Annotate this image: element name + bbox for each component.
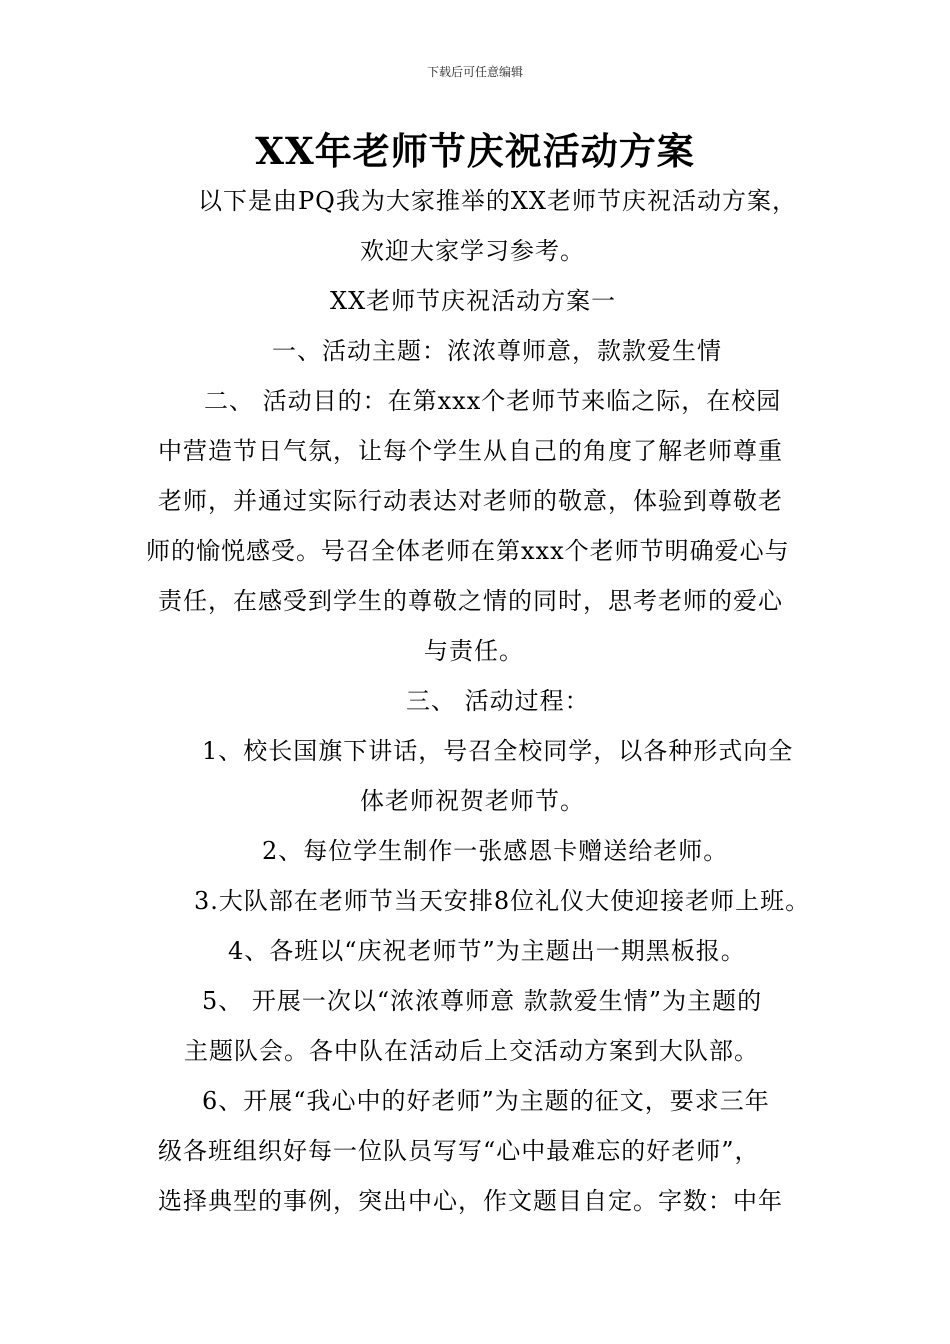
purpose-line-2: 中营造节日气氛，让每个学生从自己的角度了解老师尊重 (158, 437, 783, 465)
purpose-line-4: 师的愉悦感受。号召全体老师在第xxx个老师节明确爱心与 (146, 537, 790, 565)
process-item-4: 4、各班以“庆祝老师节”为主题出一期黑板报。 (228, 937, 746, 965)
process-item-1-line-1: 1、校长国旗下讲话，号召全校同学，以各种形式向全 (202, 737, 794, 765)
process-item-6-line-3: 选择典型的事例，突出中心，作文题目自定。字数：中年 (158, 1187, 783, 1215)
process-item-5-line-2: 主题队会。各中队在活动后上交活动方案到大队部。 (184, 1037, 759, 1065)
document-title: XX年老师节庆祝活动方案 (255, 129, 695, 173)
intro-line-1: 以下是由PQ我为大家推举的XX老师节庆祝活动方案， (198, 187, 797, 215)
process-item-6-line-2: 级各班组织好每一位队员写写“心中最难忘的好老师”， (158, 1137, 760, 1165)
process-heading: 三、 活动过程： (406, 687, 590, 715)
section-heading-plan-one: XX老师节庆祝活动方案一 (330, 287, 617, 315)
header-note: 下载后可任意编辑 (426, 65, 523, 79)
purpose-line-1: 二、 活动目的：在第xxx个老师节来临之际，在校园 (204, 387, 782, 415)
theme-line: 一、活动主题：浓浓尊师意，款款爱生情 (272, 337, 722, 365)
process-item-1-line-2: 体老师祝贺老师节。 (360, 787, 585, 815)
purpose-line-6: 与责任。 (424, 637, 524, 665)
intro-line-2: 欢迎大家学习参考。 (360, 237, 585, 265)
purpose-line-5: 责任，在感受到学生的尊敬之情的同时，思考老师的爱心 (158, 587, 783, 615)
process-item-5-line-1: 5、 开展一次以“浓浓尊师意 款款爱生情”为主题的 (202, 987, 763, 1015)
process-item-2: 2、每位学生制作一张感恩卡赠送给老师。 (262, 837, 729, 865)
purpose-line-3: 老师，并通过实际行动表达对老师的敬意，体验到尊敬老 (158, 487, 783, 515)
process-item-6-line-1: 6、开展“我心中的好老师”为主题的征文，要求三年 (202, 1087, 770, 1115)
process-item-3: 3.大队部在老师节当天安排8位礼仪大使迎接老师上班。 (194, 887, 811, 915)
